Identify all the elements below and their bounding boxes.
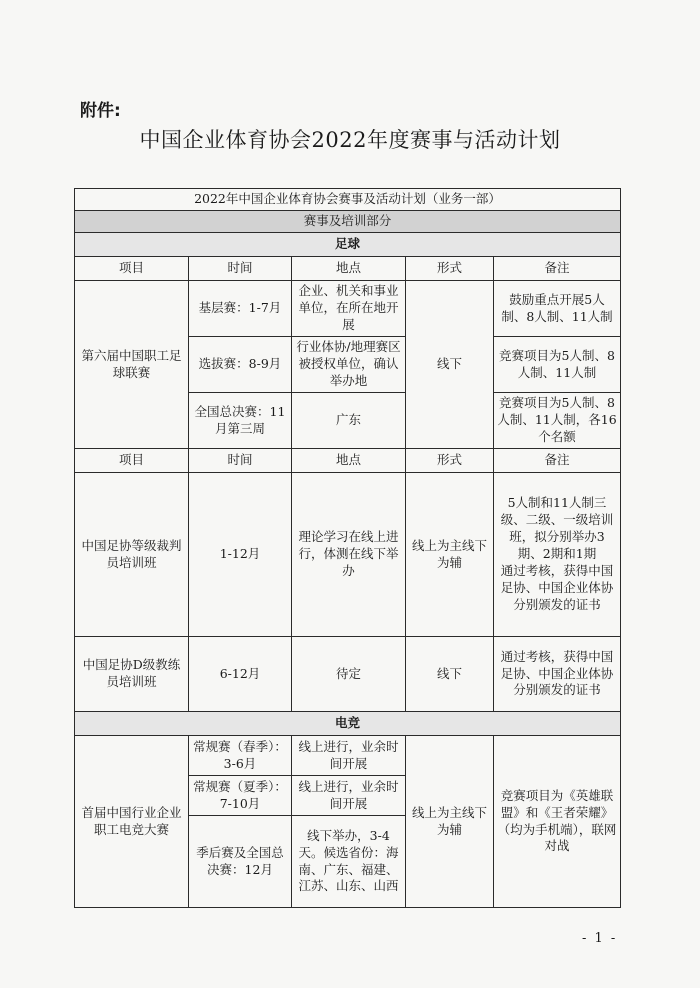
esports-stage-time: 常规赛（夏季）：7-10月 xyxy=(189,776,292,816)
referee-place: 理论学习在线上进行，体测在线下举办 xyxy=(292,473,406,637)
league-stage-place: 广东 xyxy=(292,393,406,449)
league-stage-note: 竞赛项目为5人制、8人制、11人制，各16个名额 xyxy=(494,393,621,449)
coach-time: 6-12月 xyxy=(189,637,292,712)
column-header-item: 项目 xyxy=(75,257,189,281)
column-header-note: 备注 xyxy=(494,257,621,281)
table-caption: 2022年中国企业体育协会赛事及活动计划（业务一部） xyxy=(75,189,621,211)
referee-item: 中国足协等级裁判员培训班 xyxy=(75,473,189,637)
category-esports: 电竞 xyxy=(75,712,621,736)
table-row xyxy=(75,736,621,776)
esports-stage-time: 常规赛（春季）：3-6月 xyxy=(189,736,292,776)
section-row xyxy=(75,211,621,233)
column-header-format: 形式 xyxy=(406,257,494,281)
table-row xyxy=(75,637,621,712)
column-header-item: 项目 xyxy=(75,449,189,473)
league-format: 线下 xyxy=(406,281,494,449)
column-header-row xyxy=(75,449,621,473)
page-number: - 1 - xyxy=(582,931,618,946)
league-stage-place: 行业体协/地理赛区被授权单位，确认举办地 xyxy=(292,337,406,393)
league-stage-note: 竞赛项目为5人制、8人制、11人制 xyxy=(494,337,621,393)
esports-item: 首届中国行业企业职工电竞大赛 xyxy=(75,736,189,908)
table-row xyxy=(75,473,621,637)
column-header-row xyxy=(75,257,621,281)
attachment-label: 附件: xyxy=(80,101,121,121)
column-header-format: 形式 xyxy=(406,449,494,473)
league-item: 第六届中国职工足球联赛 xyxy=(75,281,189,449)
category-football: 足球 xyxy=(75,233,621,257)
league-stage-note: 鼓励重点开展5人制、8人制、11人制 xyxy=(494,281,621,337)
esports-stage-place: 线上进行，业余时间开展 xyxy=(292,736,406,776)
referee-time: 1-12月 xyxy=(189,473,292,637)
plan-table xyxy=(74,188,621,908)
esports-stage-time: 季后赛及全国总决赛：12月 xyxy=(189,816,292,908)
esports-format: 线上为主线下为辅 xyxy=(406,736,494,908)
coach-item: 中国足协D级教练员培训班 xyxy=(75,637,189,712)
coach-note: 通过考核，获得中国足协、中国企业体协分别颁发的证书 xyxy=(494,637,621,712)
column-header-place: 地点 xyxy=(292,257,406,281)
category-row-esports xyxy=(75,712,621,736)
category-row-football xyxy=(75,233,621,257)
table-row xyxy=(75,281,621,337)
esports-stage-place: 线下举办，3-4天。候选省份：海南、广东、福建、江苏、山东、山西 xyxy=(292,816,406,908)
column-header-note: 备注 xyxy=(494,449,621,473)
table-caption-row xyxy=(75,189,621,211)
document-title: 中国企业体育协会2022年度赛事与活动计划 xyxy=(139,128,561,152)
league-stage-time: 基层赛：1-7月 xyxy=(189,281,292,337)
coach-place: 待定 xyxy=(292,637,406,712)
referee-note: 5人制和11人制三级、二级、一级培训班，拟分别举办3期、2期和1期 通过考核，获得中国足协、中国企业体协分别颁发的证书 xyxy=(494,473,621,637)
league-stage-time: 选拔赛：8-9月 xyxy=(189,337,292,393)
esports-stage-place: 线上进行，业余时间开展 xyxy=(292,776,406,816)
column-header-time: 时间 xyxy=(189,257,292,281)
league-stage-place: 企业、机关和事业单位，在所在地开展 xyxy=(292,281,406,337)
esports-note: 竞赛项目为《英雄联盟》和《王者荣耀》（均为手机端），联网对战 xyxy=(494,736,621,908)
league-stage-time: 全国总决赛：11月第三周 xyxy=(189,393,292,449)
referee-format: 线上为主线下为辅 xyxy=(406,473,494,637)
coach-format: 线下 xyxy=(406,637,494,712)
section-title: 赛事及培训部分 xyxy=(75,211,621,233)
column-header-place: 地点 xyxy=(292,449,406,473)
column-header-time: 时间 xyxy=(189,449,292,473)
